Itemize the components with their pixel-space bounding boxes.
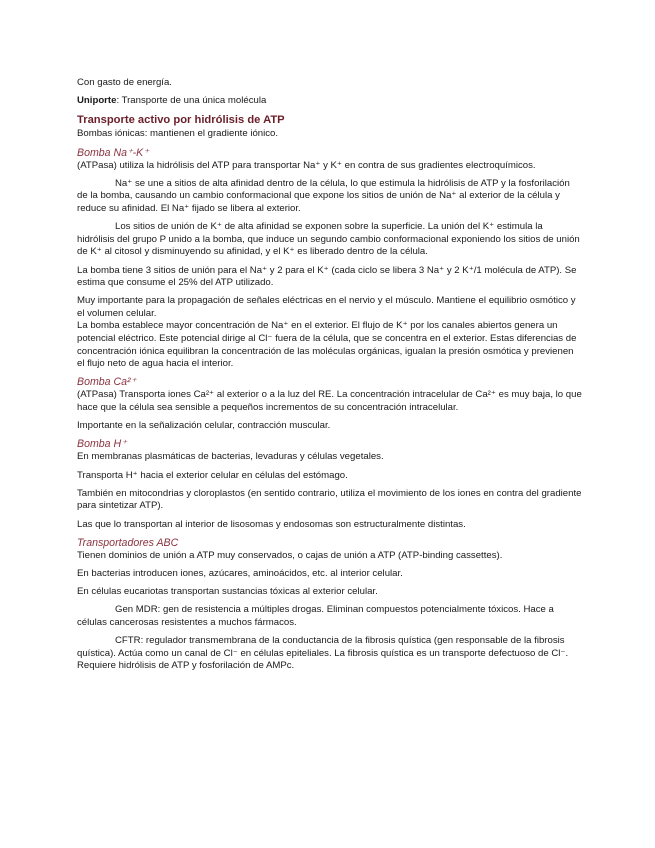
bomba-h-paragraph-4: Las que lo transportan al interior de lisosomas y endosomas son estructuralmente distintas. [77, 518, 466, 530]
bomba-h-paragraph-3: También en mitocondrias y cloroplastos (en sentido contrario, utiliza el movimiento de los iones en contra del gradiente para sintetizar ATP). [77, 487, 582, 512]
bomba-na-k-heading: Bomba Na⁺-K⁺ [77, 146, 149, 159]
bombas-ionicas-line: Bombas iónicas: mantienen el gradiente iónico. [77, 128, 279, 140]
bomba-na-k-paragraph-2: Na⁺ se une a sitios de alta afinidad dentro de la célula, lo que estimula la hidrólisis de ATP y la fosforilación de la bomba, causando un cambio conformacional que expone los sitios de unión de Na⁺ al exterior de la célula y reduce su afinidad. El Na⁺ fijado se libera al exterior. [77, 177, 570, 214]
bomba-h-paragraph-1: En membranas plasmáticas de bacterias, levaduras y células vegetales. [77, 451, 384, 463]
bomba-na-k-paragraph-1: (ATPasa) utiliza la hidrólisis del ATP para transportar Na⁺ y K⁺ en contra de sus gradientes electroquímicos. [77, 159, 536, 171]
bomba-h-paragraph-2: Transporta H⁺ hacia el exterior celular en células del estómago. [77, 469, 348, 481]
bomba-ca-paragraph-1: (ATPasa) Transporta iones Ca²⁺ al exterior o a la luz del RE. La concentración intracelular de Ca²⁺ es muy baja, lo que hace que la célula sea sensible a pequeños incrementos de su concentración intracelular. [77, 389, 582, 414]
bomba-ca-paragraph-2: Importante en la señalización celular, contracción muscular. [77, 420, 331, 432]
bomba-na-k-paragraph-5: Muy importante para la propagación de señales eléctricas en el nervio y el músculo. Mantiene el equilibrio osmótico y el volumen celular. [77, 295, 576, 319]
abc-paragraph-5: CFTR: regulador transmembrana de la conductancia de la fibrosis quística (gen responsable de la fibrosis quística). Actúa como un canal de Cl⁻ en células epiteliales. La fibrosis quística es un transporte defectuoso de Cl⁻. Requiere hidrólisis de ATP y fosforilación de AMPc. [77, 635, 569, 672]
uniporte-line [77, 95, 582, 108]
bomba-na-k-paragraph-3: Los sitios de unión de K⁺ de alta afinidad se exponen sobre la superficie. La unión del K⁺ estimula la hidrólisis del grupo P unido a la bomba, que induce un segundo cambio conformacional exponiendo los sitios de unión de K⁺ al citosol y disminuyendo su afinidad, y el K⁺ es liberado dentro de la célula. [77, 221, 580, 258]
document-page [77, 77, 582, 678]
uniporte-description: : Transporte de una única molécula [116, 95, 267, 107]
abc-paragraph-4: Gen MDR: gen de resistencia a múltiples drogas. Eliminan compuestos potencialmente tóxicos. Hace a células cancerosas resistentes a muchos fármacos. [77, 604, 554, 628]
abc-paragraph-1: Tienen dominios de unión a ATP muy conservados, o cajas de unión a ATP (ATP-binding cassettes). [77, 549, 503, 561]
bomba-ca-heading: Bomba Ca²⁺ [77, 376, 137, 389]
bomba-h-heading: Bomba H⁺ [77, 438, 127, 451]
uniporte-term: Uniporte [77, 95, 117, 107]
abc-paragraph-3: En células eucariotas transportan sustancias tóxicas al exterior celular. [77, 586, 378, 598]
abc-paragraph-2: En bacterias introducen iones, azúcares, aminoácidos, etc. al interior celular. [77, 567, 403, 579]
bomba-na-k-paragraph-4: La bomba tiene 3 sitios de unión para el Na⁺ y 2 para el K⁺ (cada ciclo se libera 3 Na⁺ y 2 K⁺/1 molécula de ATP). Se estima que consume el 25% del ATP utilizado. [77, 264, 577, 289]
gasto-energia-line: Con gasto de energía. [77, 77, 172, 88]
abc-heading: Transportadores ABC [77, 536, 179, 549]
transporte-atp-heading: Transporte activo por hidrólisis de ATP [77, 114, 285, 127]
bomba-na-k-paragraph-6: La bomba establece mayor concentración de Na⁺ en el exterior. El flujo de K⁺ por los canales abiertos genera un potencial eléctrico. Este potencial dirige al Cl⁻ fuera de la célula, que se concentra en el exterior. Estas diferencias de concentración iónica equilibran la concentración de las moléculas orgánicas, igualan la presión osmótica y previenen el flujo neto de agua hacia el interior. [77, 320, 577, 370]
